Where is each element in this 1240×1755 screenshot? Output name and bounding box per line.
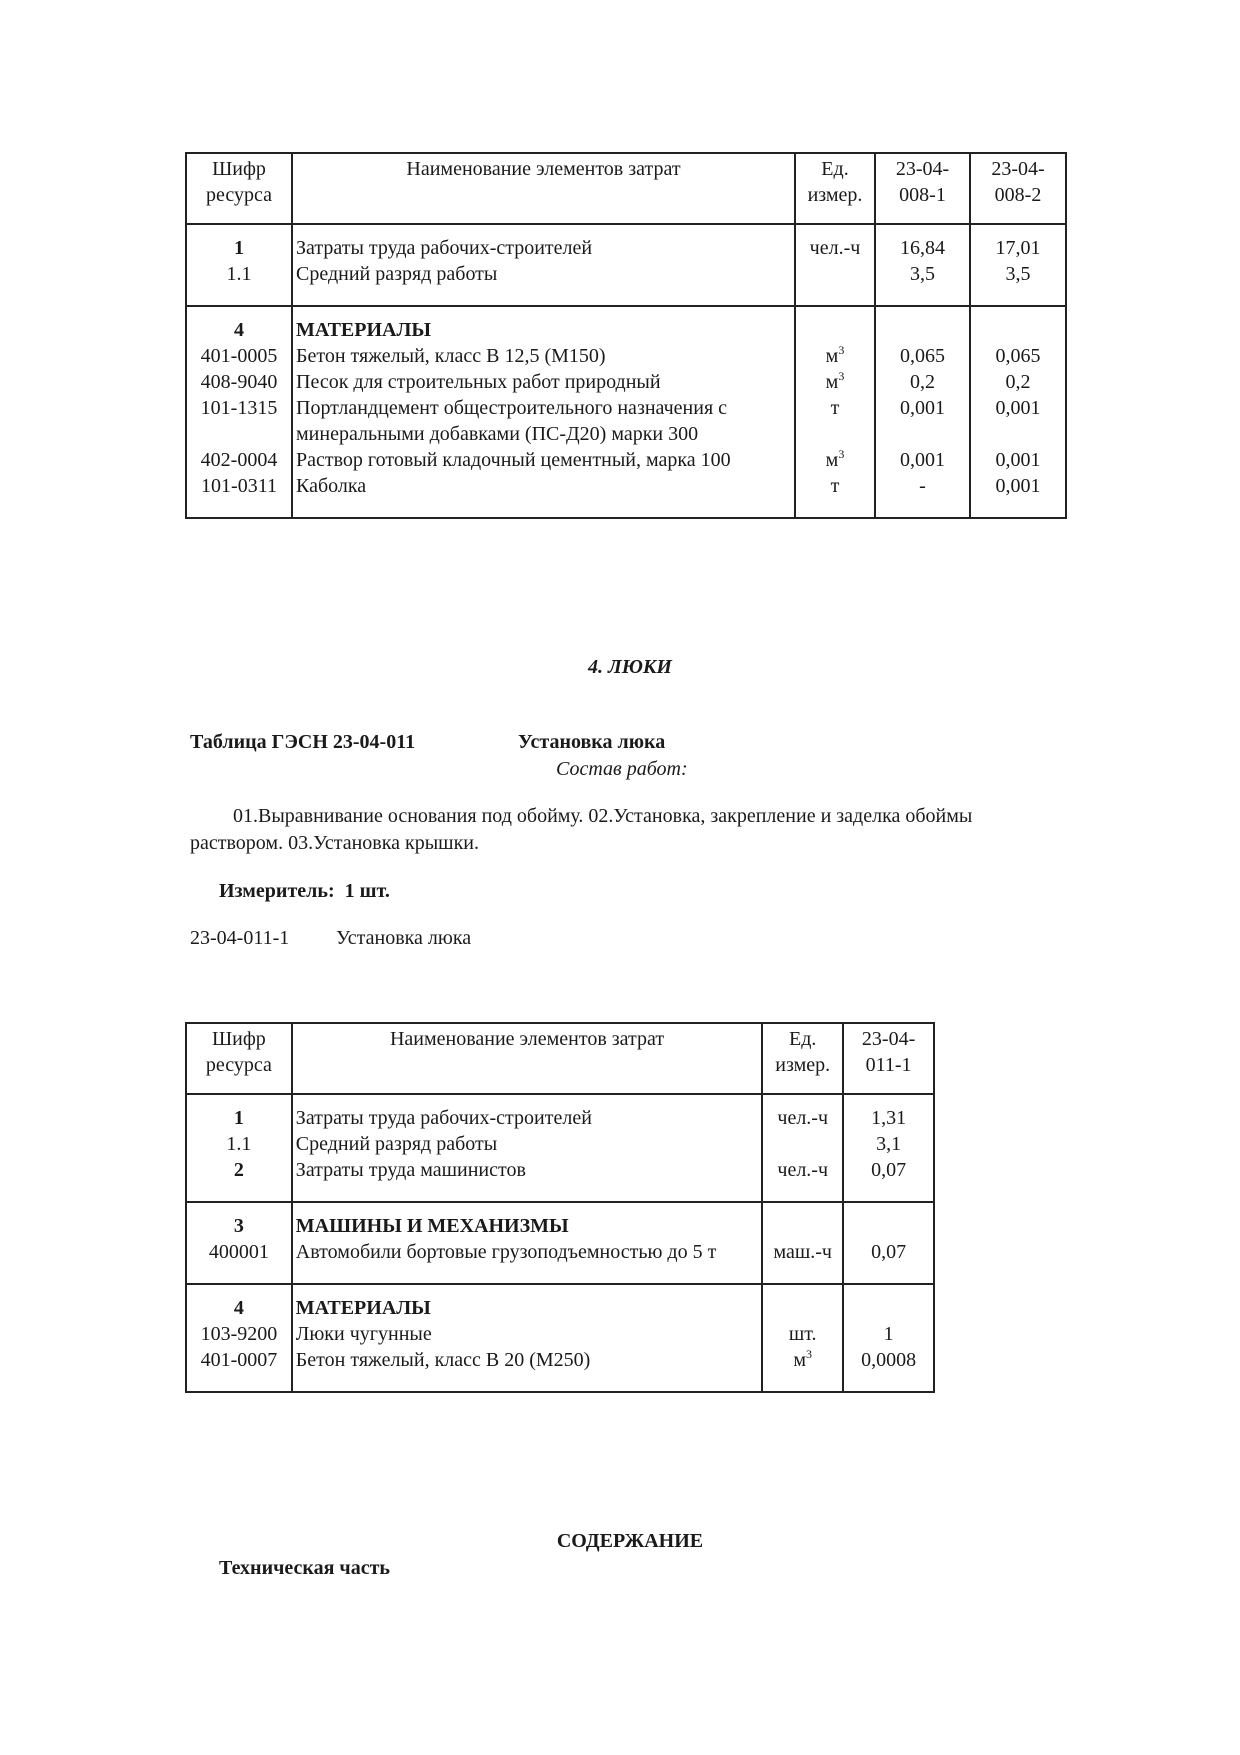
row-unit: чел.-ч bbox=[762, 1094, 843, 1131]
table-row bbox=[186, 261, 1066, 306]
composition-label: Состав работ: bbox=[556, 758, 688, 780]
row-name: Песок для строительных работ природный bbox=[292, 369, 795, 395]
table-row bbox=[186, 473, 1066, 518]
row-value-1: 0,0008 bbox=[843, 1347, 934, 1392]
row-code: 4 bbox=[186, 306, 292, 343]
row-value-1: 0,065 bbox=[875, 343, 970, 369]
row-code: 1 bbox=[186, 224, 292, 261]
row-name: МАШИНЫ И МЕХАНИЗМЫ bbox=[292, 1202, 762, 1239]
row-unit: чел.-ч bbox=[762, 1157, 843, 1202]
row-unit: $м^3$ bbox=[795, 369, 875, 395]
table-row bbox=[186, 343, 1066, 369]
header-col-1: 23-04- 011-1 bbox=[843, 1023, 934, 1094]
row-code: 1 bbox=[186, 1094, 292, 1131]
row-code: 4 bbox=[186, 1284, 292, 1321]
row-value-1: 3,1 bbox=[843, 1131, 934, 1157]
composition-text-line-2: раствором. 03.Установка крышки. bbox=[190, 832, 479, 854]
item-name: Установка люка bbox=[336, 927, 472, 949]
table-row bbox=[186, 395, 1066, 447]
row-value-2: 0,2 bbox=[970, 369, 1066, 395]
table-row bbox=[186, 1131, 934, 1157]
row-value-2: 0,001 bbox=[970, 395, 1066, 447]
row-value-1: 3,5 bbox=[875, 261, 970, 306]
row-name: Затраты труда машинистов bbox=[292, 1157, 762, 1202]
row-name: МАТЕРИАЛЫ bbox=[292, 306, 795, 343]
table-row bbox=[186, 369, 1066, 395]
table-group-row bbox=[186, 1202, 934, 1239]
contents-title: СОДЕРЖАНИЕ bbox=[556, 1530, 704, 1552]
row-code: 408-9040 bbox=[186, 369, 292, 395]
row-unit bbox=[795, 261, 875, 306]
row-code: 101-1315 bbox=[186, 395, 292, 447]
row-code: 1.1 bbox=[186, 261, 292, 306]
row-code: 401-0007 bbox=[186, 1347, 292, 1392]
row-value-1: 1,31 bbox=[843, 1094, 934, 1131]
row-unit bbox=[795, 306, 875, 343]
row-name: Средний разряд работы bbox=[292, 261, 795, 306]
table-group-row bbox=[186, 1284, 934, 1321]
row-value-1: 16,84 bbox=[875, 224, 970, 261]
row-value-2: 3,5 bbox=[970, 261, 1066, 306]
row-value-1 bbox=[875, 306, 970, 343]
row-unit: т bbox=[795, 473, 875, 518]
table-row bbox=[186, 1157, 934, 1202]
row-value-1: - bbox=[875, 473, 970, 518]
row-value-1: 0,001 bbox=[875, 447, 970, 473]
row-code: 2 bbox=[186, 1157, 292, 1202]
table-group-row bbox=[186, 306, 1066, 343]
row-value-2 bbox=[970, 306, 1066, 343]
row-value-1: 0,2 bbox=[875, 369, 970, 395]
row-unit bbox=[762, 1284, 843, 1321]
header-name: Наименование элементов затрат bbox=[292, 1023, 762, 1094]
table-row bbox=[186, 1321, 934, 1347]
row-code: 3 bbox=[186, 1202, 292, 1239]
row-value-2: 0,001 bbox=[970, 473, 1066, 518]
table-row bbox=[186, 1094, 934, 1131]
row-code: 101-0311 bbox=[186, 473, 292, 518]
row-name: Бетон тяжелый, класс В 20 (М250) bbox=[292, 1347, 762, 1392]
table-header-row bbox=[186, 153, 1066, 224]
table-row bbox=[186, 1347, 934, 1392]
row-value-1: 0,07 bbox=[843, 1239, 934, 1284]
row-code: 402-0004 bbox=[186, 447, 292, 473]
row-value-2: 0,065 bbox=[970, 343, 1066, 369]
row-name: Автомобили бортовые грузоподъемностью до 5 т bbox=[292, 1239, 762, 1284]
row-unit: чел.-ч bbox=[795, 224, 875, 261]
row-name: Люки чугунные bbox=[292, 1321, 762, 1347]
row-name: МАТЕРИАЛЫ bbox=[292, 1284, 762, 1321]
row-code: 400001 bbox=[186, 1239, 292, 1284]
table-reference: Таблица ГЭСН 23-04-011 bbox=[190, 731, 416, 753]
header-col-1: 23-04- 008-1 bbox=[875, 153, 970, 224]
row-value-2: 0,001 bbox=[970, 447, 1066, 473]
header-code: Шифр ресурса bbox=[186, 1023, 292, 1094]
row-value-2: 17,01 bbox=[970, 224, 1066, 261]
row-name: Портландцемент общестроительного назначения с минеральными добавками (ПС-Д20) марки 300 bbox=[292, 395, 795, 447]
meter-label: Измеритель: 1 шт. bbox=[219, 880, 390, 902]
row-unit: $м^3$ bbox=[762, 1347, 843, 1392]
resource-table-23-04-011 bbox=[185, 1022, 935, 1393]
row-name: Раствор готовый кладочный цементный, марка 100 bbox=[292, 447, 795, 473]
header-col-2: 23-04- 008-2 bbox=[970, 153, 1066, 224]
row-name: Каболка bbox=[292, 473, 795, 518]
row-value-1 bbox=[843, 1202, 934, 1239]
row-value-1: 0,07 bbox=[843, 1157, 934, 1202]
row-unit bbox=[762, 1202, 843, 1239]
row-value-1: 0,001 bbox=[875, 395, 970, 447]
row-unit: т bbox=[795, 395, 875, 447]
table-header-row bbox=[186, 1023, 934, 1094]
row-value-1 bbox=[843, 1284, 934, 1321]
contents-item-technical-part[interactable]: Техническая часть bbox=[219, 1557, 390, 1579]
row-unit: $м^3$ bbox=[795, 343, 875, 369]
table-row bbox=[186, 1239, 934, 1284]
row-unit: маш.-ч bbox=[762, 1239, 843, 1284]
table-row bbox=[186, 224, 1066, 261]
table-row bbox=[186, 447, 1066, 473]
item-code: 23-04-011-1 bbox=[190, 927, 290, 949]
header-name: Наименование элементов затрат bbox=[292, 153, 795, 224]
header-unit: Ед. измер. bbox=[762, 1023, 843, 1094]
header-code: Шифр ресурса bbox=[186, 153, 292, 224]
row-code: 103-9200 bbox=[186, 1321, 292, 1347]
row-code: 401-0005 bbox=[186, 343, 292, 369]
composition-text-line-1: 01.Выравнивание основания под обойму. 02.Установка, закрепление и заделка обоймы bbox=[233, 805, 973, 827]
resource-table-23-04-008 bbox=[185, 152, 1067, 519]
row-name: Бетон тяжелый, класс В 12,5 (М150) bbox=[292, 343, 795, 369]
row-name: Затраты труда рабочих-строителей bbox=[292, 224, 795, 261]
row-unit: $м^3$ bbox=[795, 447, 875, 473]
row-unit bbox=[762, 1131, 843, 1157]
row-name: Затраты труда рабочих-строителей bbox=[292, 1094, 762, 1131]
row-name: Средний разряд работы bbox=[292, 1131, 762, 1157]
row-unit: шт. bbox=[762, 1321, 843, 1347]
row-value-1: 1 bbox=[843, 1321, 934, 1347]
table-title: Установка люка bbox=[518, 731, 666, 753]
header-unit: Ед. измер. bbox=[795, 153, 875, 224]
row-code: 1.1 bbox=[186, 1131, 292, 1157]
section-title: 4. ЛЮКИ bbox=[588, 656, 672, 678]
